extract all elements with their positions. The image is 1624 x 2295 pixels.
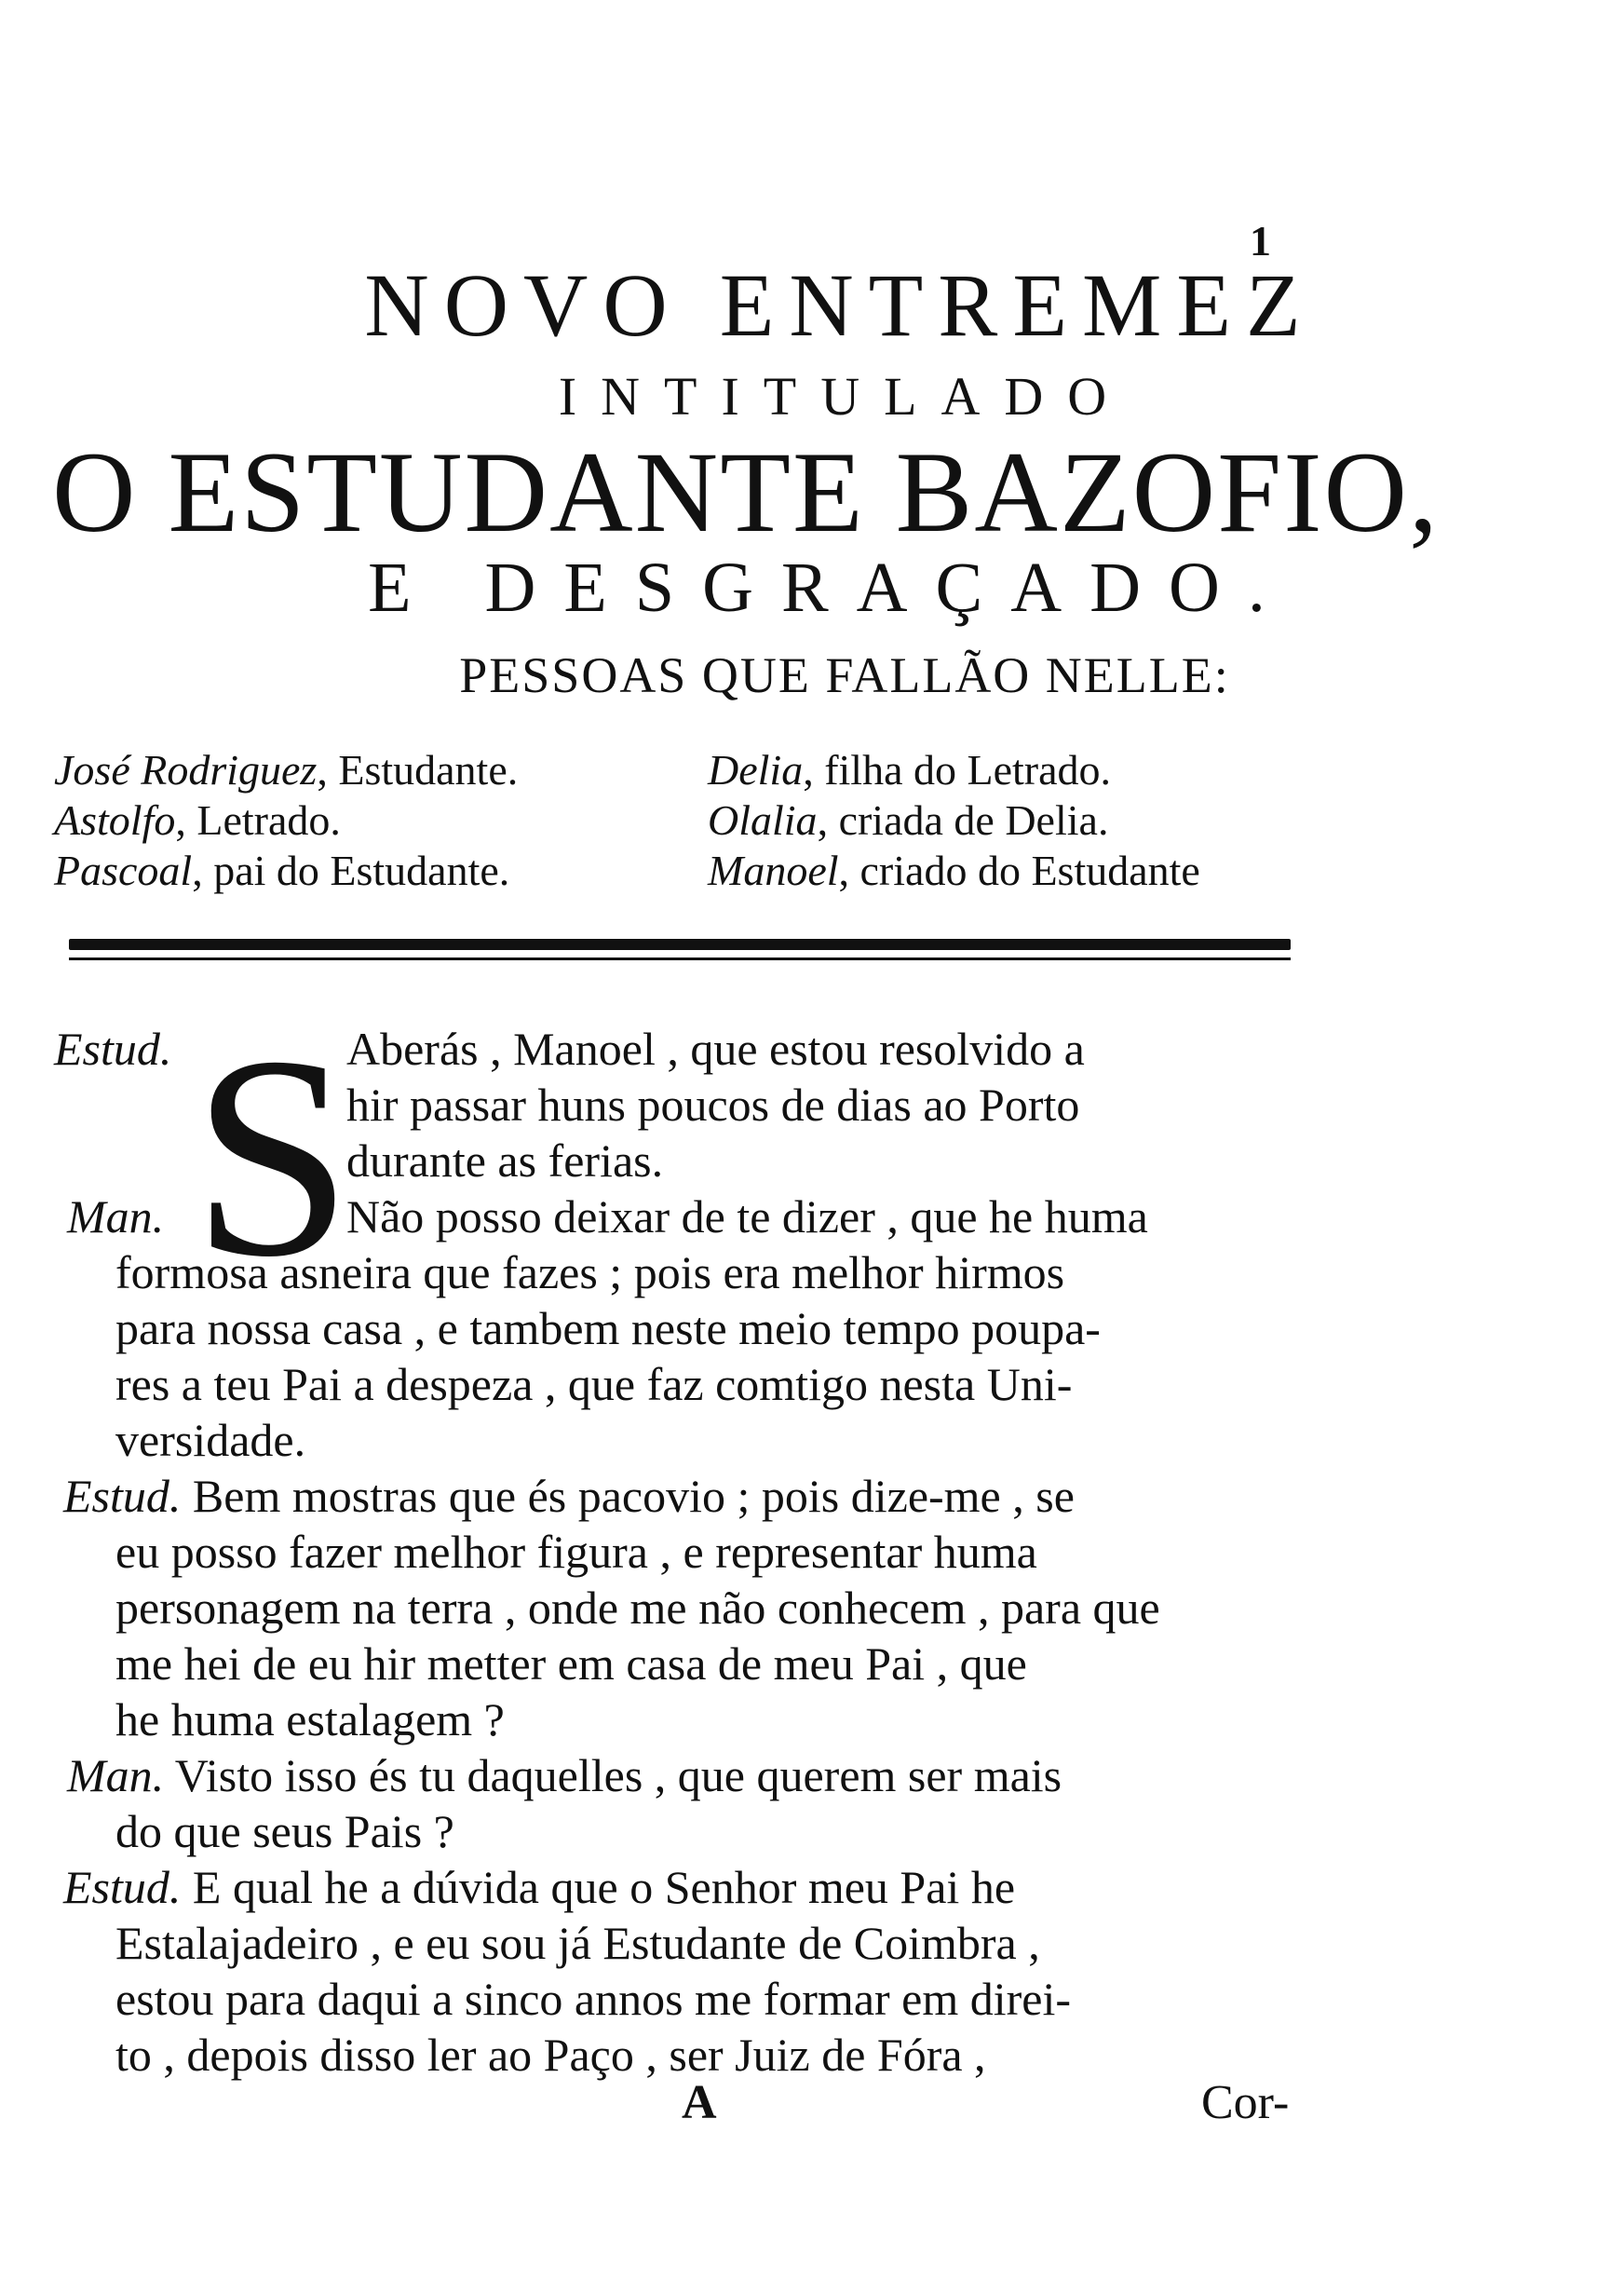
cast-role: , Letrado. <box>175 796 341 844</box>
text-line <box>54 1023 171 1075</box>
text-line: he huma estalagem ? <box>115 1693 505 1745</box>
cast-list-left <box>54 745 650 896</box>
cast-item <box>54 846 650 896</box>
text-line: Não posso deixar de te dizer , que he huma <box>346 1190 1148 1243</box>
text-line: durante as ferias. <box>346 1134 664 1187</box>
text-line: para nossa casa , e tambem neste meio tempo poupa- <box>115 1302 1101 1354</box>
text-line: hir passar huns poucos de dias ao Porto <box>346 1079 1080 1131</box>
page-number: 1 <box>1250 217 1271 265</box>
cast-name: Manoel <box>708 847 839 894</box>
line-text: Visto isso és tu daquelles , que querem ser mais <box>174 1749 1062 1801</box>
text-line <box>67 1749 1062 1801</box>
cast-name: Delia <box>708 746 804 794</box>
title-line-2: INTITULADO <box>558 366 1131 427</box>
title-line-4: E DESGRAÇADO. <box>368 549 1293 627</box>
text-line: res a teu Pai a despeza , que faz comtigo nesta Uni- <box>115 1358 1073 1410</box>
cast-role: , pai do Estudante. <box>192 847 510 894</box>
cast-name: Pascoal <box>54 847 193 894</box>
text-line: personagem na terra , onde me não conhecem , para que <box>115 1582 1160 1634</box>
speaker-label: Estud. <box>63 1861 182 1913</box>
cast-item <box>708 745 1322 795</box>
speaker-label: Man. <box>67 1190 165 1243</box>
cast-role: , criado do Estudante <box>838 847 1200 894</box>
title-line-1: NOVO ENTREMEZ <box>364 255 1316 355</box>
line-text: E qual he a dúvida que o Senhor meu Pai he <box>192 1861 1016 1913</box>
text-line: me hei de eu hir metter em casa de meu Pai , que <box>115 1637 1027 1690</box>
text-line: Estalajadeiro , e eu sou já Estudante de Coimbra , <box>115 1917 1040 1969</box>
text-line <box>63 1861 1015 1913</box>
cast-role: , Estudante. <box>317 746 519 794</box>
rule-thin <box>69 957 1291 960</box>
catchword: Cor- <box>1201 2076 1290 2129</box>
signature-mark: A <box>682 2076 717 2129</box>
cast-role: , filha do Letrado. <box>803 746 1112 794</box>
cast-name: Astolfo <box>54 796 176 844</box>
cast-item <box>54 745 650 795</box>
text-line: versidade. <box>115 1414 306 1466</box>
text-line: formosa asneira que fazes ; pois era melhor hirmos <box>115 1246 1065 1298</box>
cast-item <box>708 846 1322 896</box>
text-line <box>63 1470 1075 1522</box>
persons-heading: PESSOAS QUE FALLÃO NELLE: <box>459 647 1230 703</box>
cast-role: , criada de Delia. <box>817 796 1109 844</box>
text-line: to , depois disso ler ao Paço , ser Juiz de Fóra , <box>115 2029 986 2081</box>
speaker-label: Estud. <box>63 1470 182 1522</box>
text-line <box>67 1190 164 1243</box>
title-line-3: O ESTUDANTE BAZOFIO, <box>52 428 1441 556</box>
cast-item <box>54 795 650 846</box>
drop-cap: S <box>192 998 353 1317</box>
cast-item <box>708 795 1322 846</box>
line-text: Bem mostras que és pacovio ; pois dize-me , se <box>192 1470 1075 1522</box>
rule-thick <box>69 939 1291 950</box>
text-line: Aberás , Manoel , que estou resolvido a <box>346 1023 1085 1075</box>
cast-name: José Rodriguez <box>54 746 318 794</box>
ornamental-rule <box>69 939 1291 960</box>
text-line: do que seus Pais ? <box>115 1805 454 1857</box>
cast-name: Olalia <box>708 796 818 844</box>
text-line: eu posso fazer melhor figura , e representar huma <box>115 1526 1037 1578</box>
speaker-label: Estud. <box>54 1023 172 1075</box>
cast-list-right <box>708 745 1322 896</box>
text-line: estou para daqui a sinco annos me formar em direi- <box>115 1973 1072 2025</box>
speaker-label: Man. <box>67 1749 165 1801</box>
